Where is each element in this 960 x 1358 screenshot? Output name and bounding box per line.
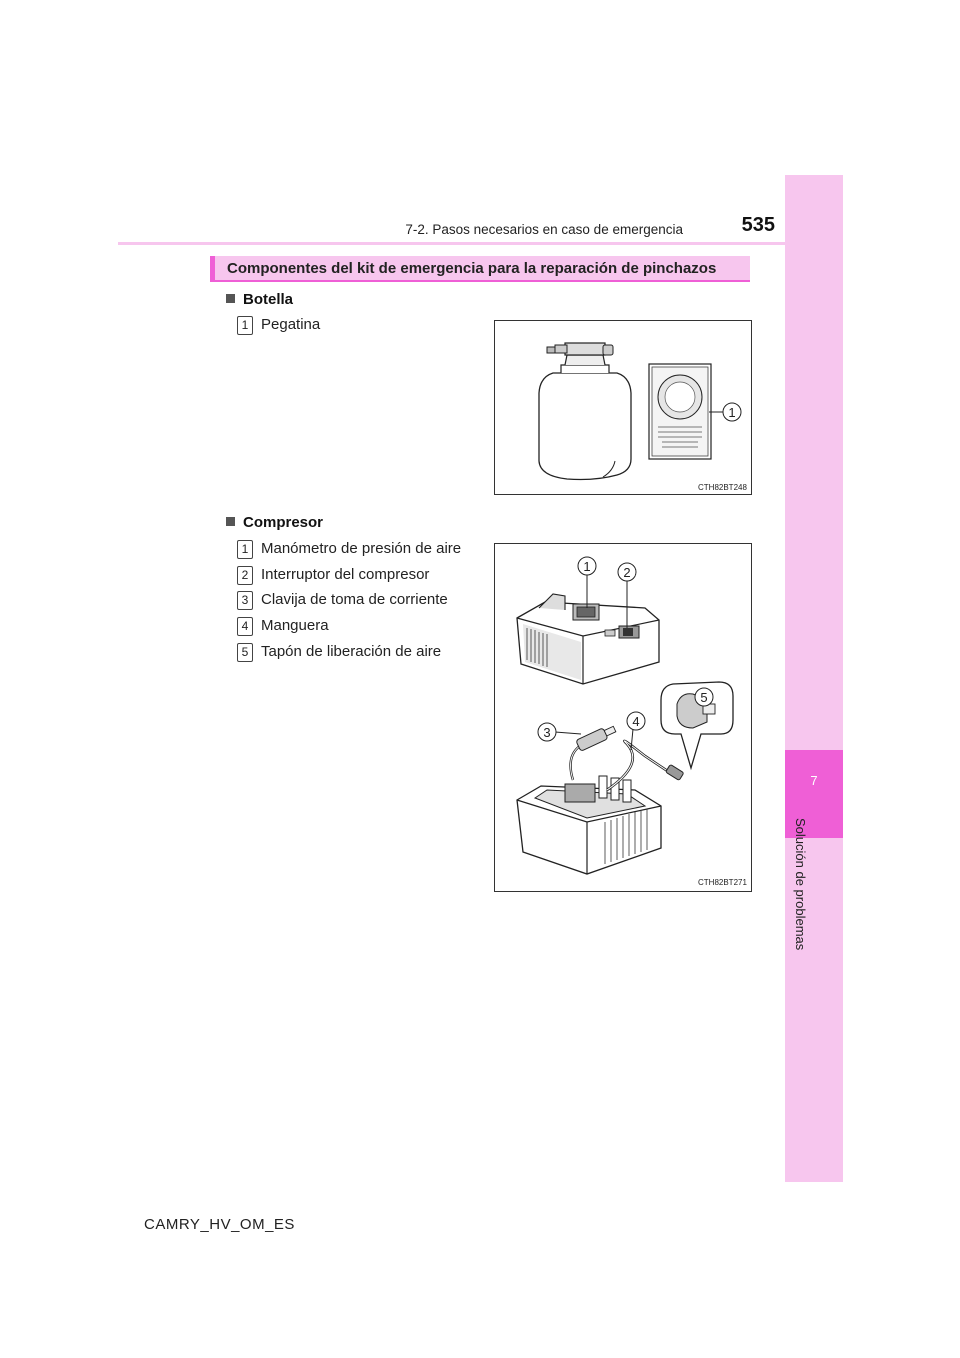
chapter-side-tab — [785, 175, 843, 1182]
compressor-figure — [494, 543, 752, 892]
figure-code: CTH82BT248 — [698, 483, 747, 492]
square-bullet-icon — [226, 294, 235, 303]
number-badge: 4 — [237, 617, 253, 636]
header-section-title: 7-2. Pasos necesarios en caso de emergencia — [405, 222, 683, 237]
bottle-figure — [494, 320, 752, 495]
compressor-legend-item — [237, 617, 329, 637]
compressor-legend-item — [237, 591, 448, 611]
number-badge: 2 — [237, 566, 253, 585]
compressor-legend-item — [237, 566, 429, 586]
chapter-title: Solución de problemas — [793, 818, 808, 951]
compressor-heading: Compresor — [226, 514, 323, 531]
callout-label: 2 — [623, 565, 631, 580]
compressor-illustration — [495, 544, 751, 891]
chapter-number: 7 — [810, 773, 818, 788]
callout-label: 5 — [700, 690, 708, 705]
callout-label: 1 — [728, 405, 736, 420]
bottle-heading: Botella — [226, 291, 293, 308]
callout-label: 4 — [632, 714, 640, 729]
bottle-illustration — [495, 321, 751, 494]
legend-label: Interruptor del compresor — [261, 566, 430, 583]
callout-label: 1 — [583, 559, 591, 574]
legend-label: Tapón de liberación de aire — [261, 643, 442, 660]
legend-label: Clavija de toma de corriente — [261, 591, 448, 608]
page-number: 535 — [741, 214, 775, 236]
section-heading: Componentes del kit de emergencia para la reparación de pinchazos — [210, 256, 750, 282]
legend-label: Pegatina — [261, 316, 321, 333]
compressor-legend-item — [237, 540, 461, 560]
callout-label: 3 — [543, 725, 551, 740]
header-rule — [118, 242, 785, 245]
number-badge: 1 — [237, 540, 253, 559]
document-code: CAMRY_HV_OM_ES — [144, 1216, 295, 1233]
compressor-legend-item — [237, 643, 441, 663]
square-bullet-icon — [226, 517, 235, 526]
number-badge: 3 — [237, 591, 253, 610]
figure-code: CTH82BT271 — [698, 878, 747, 887]
legend-label: Manómetro de presión de aire — [261, 540, 462, 557]
bottle-legend-item — [237, 316, 320, 336]
number-badge: 5 — [237, 643, 253, 662]
number-badge: 1 — [237, 316, 253, 335]
legend-label: Manguera — [261, 617, 329, 634]
